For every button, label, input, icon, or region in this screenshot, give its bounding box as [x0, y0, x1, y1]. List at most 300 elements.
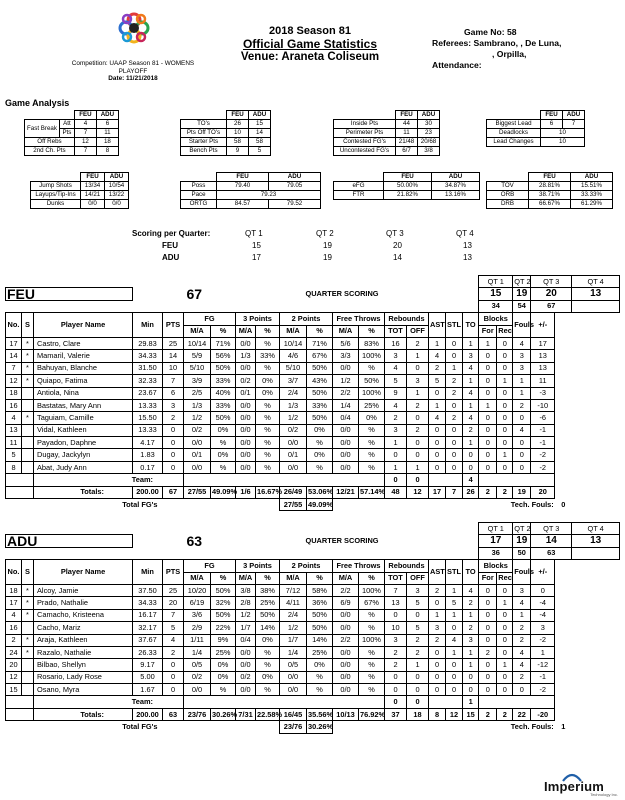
stat-cell: 17 [531, 337, 555, 349]
stat-cell: 0 [497, 622, 513, 634]
stat-cell: 0/2 [236, 375, 256, 387]
stat-cell: 1 [497, 659, 513, 671]
stat-cell: 0 [513, 461, 531, 473]
stat-cell: 0/1 [280, 449, 307, 461]
stat-cell: 0/5 [280, 659, 307, 671]
stat-cell: 0 [385, 684, 407, 696]
spq-q1-header: QT 1 [245, 229, 263, 238]
quarter-score: 13 [572, 535, 620, 547]
stat-cell: 4 [463, 362, 479, 374]
stat-cell: 0/0 [333, 437, 359, 449]
stat-cell: 1 [463, 646, 479, 658]
stat-cell: 0 [497, 584, 513, 596]
stat-cell: 2/2 [333, 634, 359, 646]
stat-cell: 2 [513, 399, 531, 411]
stat-cell: 0/0 [236, 461, 256, 473]
stat-cell: 0/0 [333, 609, 359, 621]
stat-cell: * [22, 337, 34, 349]
stat-cell: 0 [446, 424, 463, 436]
col-stl: STL [446, 560, 463, 585]
stat-cell: 11 [531, 375, 555, 387]
player-name: Quiapo, Fatima [34, 375, 133, 387]
total-fgs-label: Total FG's [122, 499, 158, 509]
stat-cell: 0% [256, 387, 280, 399]
spacer [184, 721, 280, 733]
player-name: Rosario, Lady Rose [34, 671, 133, 683]
stat-cell: 2/4 [280, 387, 307, 399]
team-row [6, 474, 620, 486]
stat-cell: 100% [359, 350, 385, 362]
stat-cell: 0 [407, 609, 429, 621]
col-player: Player Name [34, 560, 133, 585]
player-name: Mamaril, Valerie [34, 350, 133, 362]
col-plus-minus: +/- [531, 560, 555, 585]
stat-cell: 0/0 [236, 424, 256, 436]
stat-cell: 40% [211, 387, 236, 399]
blank-cell [572, 547, 620, 559]
stat-cell: 4 [513, 597, 531, 609]
totals-label: Totals: [34, 486, 133, 498]
stat-cell: 0/0 [184, 437, 211, 449]
stat-cell: 0/0 [236, 659, 256, 671]
stat-cell: 0 [407, 671, 429, 683]
stat-cell: -10 [531, 399, 555, 411]
stat-cell: 1/2 [333, 375, 359, 387]
stat-cell: 4 [463, 412, 479, 424]
stat-cell: 0/2 [236, 671, 256, 683]
stat-cell: 6/19 [184, 597, 211, 609]
stat-cell: 4/6 [280, 350, 307, 362]
stat-cell: 5/10 [184, 362, 211, 374]
stat-cell: 0 [497, 362, 513, 374]
stat-cell: 2 [479, 646, 497, 658]
stat-cell: 13.33 [133, 424, 163, 436]
stat-cell: 0 [479, 659, 497, 671]
col-ft: Free Throws [333, 560, 385, 572]
stat-cell: % [211, 437, 236, 449]
stat-cell: 0 [446, 350, 463, 362]
stat-cell: 0 [163, 659, 184, 671]
player-name: Taguiam, Camille [34, 412, 133, 424]
stat-cell: 0/0 [333, 622, 359, 634]
stat-cell: 0 [163, 424, 184, 436]
total-cell: 12 [407, 486, 429, 498]
stat-cell: 23.67 [133, 387, 163, 399]
stat-cell: % [359, 622, 385, 634]
player-row [6, 424, 620, 436]
stat-cell: 1 [429, 337, 446, 349]
stat-cell: 1.83 [133, 449, 163, 461]
stat-cell: 0 [497, 646, 513, 658]
player-name: Cacho, Mariz [34, 622, 133, 634]
spq-team1-q2: 19 [323, 241, 332, 250]
stat-cell: 0 [463, 449, 479, 461]
stat-cell: 0/0 [184, 684, 211, 696]
stat-cell: 0 [479, 437, 497, 449]
stat-cell: % [307, 461, 333, 473]
stat-cell: 0 [163, 449, 184, 461]
stat-cell: 5/6 [333, 337, 359, 349]
col-sub-pct: % [211, 325, 236, 337]
total-cell: 17 [429, 486, 446, 498]
player-row [6, 684, 620, 696]
total-cell: 10/13 [333, 708, 359, 720]
stat-cell: 2 [463, 622, 479, 634]
stat-cell: 26.33 [133, 646, 163, 658]
stat-cell: 16 [385, 337, 407, 349]
col-plus-minus: +/- [531, 313, 555, 338]
total-cell: 19 [513, 486, 531, 498]
stat-cell: 32.17 [133, 622, 163, 634]
stat-cell: 10/14 [184, 337, 211, 349]
col-sub-pct: % [256, 325, 280, 337]
stat-cell: 0 [479, 634, 497, 646]
total-cell: 2 [479, 486, 497, 498]
player-row [6, 375, 620, 387]
stat-cell: 43% [307, 375, 333, 387]
stat-cell: 11 [6, 437, 22, 449]
stat-cell: 12 [6, 671, 22, 683]
stat-cell: 3/7 [280, 375, 307, 387]
team-row [6, 696, 620, 708]
tech-fouls-label: Tech. Fouls: [510, 499, 554, 509]
total-cell: 23/76 [184, 708, 211, 720]
blank-cell [479, 474, 555, 486]
stat-cell: 3 [531, 622, 555, 634]
stat-cell: 37.50 [133, 584, 163, 596]
spacer [184, 499, 280, 511]
stat-cell [22, 424, 34, 436]
stat-cell: 0/2 [184, 424, 211, 436]
imperium-logo [526, 772, 622, 798]
stat-cell: 0 [531, 584, 555, 596]
spq-team1-q4: 13 [463, 241, 472, 250]
player-row [6, 646, 620, 658]
stat-cell: 3 [407, 375, 429, 387]
stat-cell: 1 [513, 387, 531, 399]
player-name: Vidal, Kathleen [34, 424, 133, 436]
stat-cell: 71% [211, 337, 236, 349]
quarter-score: 19 [513, 535, 531, 547]
stat-cell: 1 [446, 646, 463, 658]
stat-cell: 34.33 [133, 597, 163, 609]
stat-cell: 1/3 [280, 399, 307, 411]
player-name: Osano, Myra [34, 684, 133, 696]
stat-cell: 3/6 [184, 609, 211, 621]
blank-cell [184, 696, 385, 708]
col-ast: AST [429, 313, 446, 338]
stat-cell: % [359, 461, 385, 473]
stat-cell: -1 [531, 424, 555, 436]
efg-table: FEU ADU eFG 50.00% 34.87% FTR 21.82% 13.16% [333, 172, 480, 200]
stat-cell: 0/0 [280, 671, 307, 683]
col-fouls: Fouls [513, 560, 531, 585]
stat-cell: 5 [163, 622, 184, 634]
total-cell: 30.26% [211, 708, 236, 720]
spacer [429, 288, 479, 300]
stat-cell: 13 [531, 362, 555, 374]
quarter-label: QT 3 [531, 523, 572, 535]
stat-cell: 16.17 [133, 609, 163, 621]
stat-cell: 50% [256, 609, 280, 621]
stat-cell: 50% [211, 362, 236, 374]
stat-cell: 2 [429, 362, 446, 374]
stat-cell: 50% [307, 362, 333, 374]
stat-cell: -2 [531, 634, 555, 646]
quarter-label: QT 2 [513, 276, 531, 288]
stat-cell: 1 [463, 375, 479, 387]
stat-cell: % [359, 449, 385, 461]
referees-cont: , Orpilla, [492, 49, 527, 59]
col-reb: Rebounds [385, 313, 429, 325]
total-cell: 16/45 [280, 708, 307, 720]
stat-cell: % [256, 412, 280, 424]
stat-cell: 4 [429, 350, 446, 362]
stat-cell: 8 [6, 461, 22, 473]
stat-cell: 0 [513, 437, 531, 449]
stat-cell: 1 [407, 659, 429, 671]
blank-cell [6, 486, 34, 498]
tech-fouls-value: 1 [561, 721, 566, 731]
stat-cell: 0 [429, 424, 446, 436]
col-sub-ma: M/A [333, 325, 359, 337]
stat-cell: 16 [6, 622, 22, 634]
shooting-area-table: FEU ADU Inside Pts 44 30 Perimeter Pts 11 23 Contested FG's 21/48 20/68 Uncontested FG's 6/7 3/8 [333, 110, 440, 156]
cumulative-score: 50 [513, 547, 531, 559]
stat-cell: 0/2 [280, 424, 307, 436]
stat-cell: 0/2 [184, 671, 211, 683]
stat-cell: 0/0 [236, 337, 256, 349]
stat-cell: % [307, 671, 333, 683]
total-cell: 7/31 [236, 708, 256, 720]
stat-cell: 3 [513, 584, 531, 596]
stat-cell: 1 [497, 375, 513, 387]
stat-cell: 0 [479, 375, 497, 387]
col-fg: FG [184, 560, 236, 572]
player-row [6, 634, 620, 646]
stat-cell: 3 [385, 350, 407, 362]
stat-cell: * [22, 375, 34, 387]
stat-cell: * [22, 350, 34, 362]
team-name: FEU [6, 288, 133, 300]
stat-cell: 0 [446, 622, 463, 634]
tech-fouls-value: 0 [561, 499, 566, 509]
stat-cell: 9 [385, 387, 407, 399]
stat-cell: 0% [307, 449, 333, 461]
stat-cell: 0 [497, 671, 513, 683]
stat-cell: 0/0 [333, 659, 359, 671]
player-row [6, 399, 620, 411]
stat-cell: 4 [385, 362, 407, 374]
stat-cell: 1/11 [184, 634, 211, 646]
stat-cell: 0 [163, 461, 184, 473]
col-stl: STL [446, 313, 463, 338]
game-date: Date: 11/21/2018 [108, 75, 158, 82]
cumulative-score: 63 [531, 547, 572, 559]
col-fouls: Fouls [513, 313, 531, 338]
stat-cell: 0 [479, 387, 497, 399]
stat-cell: 25% [211, 646, 236, 658]
blank-cell [429, 696, 463, 708]
player-name: Prado, Nathalie [34, 597, 133, 609]
total-cell: 35.56% [307, 708, 333, 720]
stat-cell: 0 [479, 424, 497, 436]
stat-cell: * [22, 362, 34, 374]
stat-cell: 18 [6, 584, 22, 596]
stat-cell: 100% [359, 584, 385, 596]
stat-cell: 3 [163, 399, 184, 411]
stat-cell: 0% [211, 449, 236, 461]
venue: Venue: Araneta Coliseum [240, 51, 380, 63]
stat-cell: -3 [531, 387, 555, 399]
stat-cell: 3 [463, 634, 479, 646]
total-cell: 20 [531, 486, 555, 498]
team-label: Team: [34, 696, 184, 708]
team-stats-adu [5, 522, 620, 734]
col-2pt: 2 Points [280, 313, 333, 325]
stat-cell: 0/0 [236, 399, 256, 411]
team-name: ADU [6, 535, 133, 547]
stat-cell: 0 [479, 622, 497, 634]
stat-cell: 13 [385, 597, 407, 609]
stat-cell [22, 671, 34, 683]
stat-cell: 24 [6, 646, 22, 658]
stat-cell: 1.67 [133, 684, 163, 696]
total-fg-pct: 49.09% [307, 499, 333, 511]
stat-cell: 2/9 [184, 622, 211, 634]
stat-cell: 5 [407, 622, 429, 634]
stat-cell: 1 [497, 597, 513, 609]
total-cell: 57.14% [359, 486, 385, 498]
stat-cell: 0 [497, 634, 513, 646]
stat-cell: 50% [359, 375, 385, 387]
stat-cell: 32% [211, 597, 236, 609]
player-row [6, 659, 620, 671]
stat-cell: 2/4 [280, 609, 307, 621]
stat-cell: 0 [497, 437, 513, 449]
stat-cell: 1/7 [280, 634, 307, 646]
stat-cell: * [22, 597, 34, 609]
team-reb-off: 0 [407, 474, 429, 486]
stat-cell: 13 [531, 350, 555, 362]
stat-cell: 2 [163, 646, 184, 658]
total-cell: 22 [513, 708, 531, 720]
stat-cell: 1 [513, 375, 531, 387]
player-name: Alcoy, Jamie [34, 584, 133, 596]
total-cell: 2 [497, 708, 513, 720]
shot-type-table: FEU ADU Jump Shots 13/34 10/54 Layups/Tip-Ins 14/21 13/22 Dunks 0/0 0/0 [30, 172, 129, 209]
col-sub-rec: Rec [497, 572, 513, 584]
stat-cell: % [256, 449, 280, 461]
fast-break-table: FEU ADU Fast Break Att 4 6 Pts 7 11 Off Rebs 12 18 2nd Ch. Pts 7 8 [24, 110, 119, 156]
stat-cell: 0/0 [333, 449, 359, 461]
stat-cell: 0/0 [236, 412, 256, 424]
stat-cell: 0 [429, 671, 446, 683]
stat-cell: 4.17 [133, 437, 163, 449]
stat-cell: 4 [6, 609, 22, 621]
stat-cell: 71% [307, 337, 333, 349]
stat-cell: 0 [385, 609, 407, 621]
stat-cell: % [359, 437, 385, 449]
stat-cell: 2 [407, 399, 429, 411]
spq-q3-header: QT 3 [386, 229, 404, 238]
stat-cell: 0 [407, 684, 429, 696]
quarter-scoring-label: QUARTER SCORING [305, 536, 379, 546]
spq-q2-header: QT 2 [316, 229, 334, 238]
stat-cell: 1/4 [280, 646, 307, 658]
player-name: Bahuyan, Blanche [34, 362, 133, 374]
stat-cell: 5/9 [184, 350, 211, 362]
stat-cell: 12 [6, 375, 22, 387]
stat-cell: % [359, 659, 385, 671]
col-sub-ma: M/A [236, 325, 256, 337]
stat-cell: 0 [407, 449, 429, 461]
stat-cell: 50% [307, 412, 333, 424]
stat-cell: 0/4 [333, 412, 359, 424]
stat-cell: 2 [385, 412, 407, 424]
stat-cell: * [22, 609, 34, 621]
col-pts: PTS [163, 313, 184, 338]
four-factors-table: FEU ADU TOV 28.81% 15.51% ORB 38.71% 33.33% DRB 66.67% 61.29% [486, 172, 613, 209]
stat-cell: 1/2 [184, 412, 211, 424]
cumulative-score: 54 [513, 300, 531, 312]
stat-cell: 0/5 [184, 659, 211, 671]
player-row [6, 387, 620, 399]
stat-cell: 0 [463, 461, 479, 473]
stat-cell: 25 [163, 584, 184, 596]
cumulative-score: 34 [479, 300, 513, 312]
player-name: Antiola, Nina [34, 387, 133, 399]
col-to: TO [463, 560, 479, 585]
stat-cell: 0 [446, 337, 463, 349]
col-sub-pct: % [359, 325, 385, 337]
stat-cell: 2 [429, 584, 446, 596]
stat-cell: 2 [463, 597, 479, 609]
stat-cell: 4 [513, 337, 531, 349]
stat-cell: 1 [463, 609, 479, 621]
stat-cell: 2 [429, 634, 446, 646]
total-fgs-label: Total FG's [122, 722, 158, 732]
stat-cell: 1/3 [236, 350, 256, 362]
stat-cell: % [359, 646, 385, 658]
stat-cell: 0.17 [133, 461, 163, 473]
stat-cell: 3 [513, 350, 531, 362]
quarter-score: 15 [479, 288, 513, 300]
stat-cell: 0 [479, 597, 497, 609]
col-to: TO [463, 313, 479, 338]
stat-cell: % [359, 684, 385, 696]
total-cell: 22.58% [256, 708, 280, 720]
spq-team1-q3: 20 [393, 241, 402, 250]
stat-cell [22, 659, 34, 671]
stat-cell: 1 [479, 337, 497, 349]
stat-cell: 0 [463, 684, 479, 696]
total-cell: 26/49 [280, 486, 307, 498]
col-blocks: Blocks [479, 313, 513, 325]
team-score: 67 [186, 286, 203, 303]
stat-cell: 50% [307, 622, 333, 634]
stat-cell: 2 [407, 646, 429, 658]
blank-cell [479, 696, 555, 708]
stat-cell: 1 [479, 399, 497, 411]
stat-cell: 0/0 [236, 684, 256, 696]
quarter-score: 19 [513, 288, 531, 300]
stat-cell: 2/5 [184, 387, 211, 399]
quarter-score: 20 [531, 288, 572, 300]
stat-cell: 1 [385, 461, 407, 473]
season-title: 2018 Season 81 [269, 25, 351, 37]
stat-cell: 4 [6, 412, 22, 424]
